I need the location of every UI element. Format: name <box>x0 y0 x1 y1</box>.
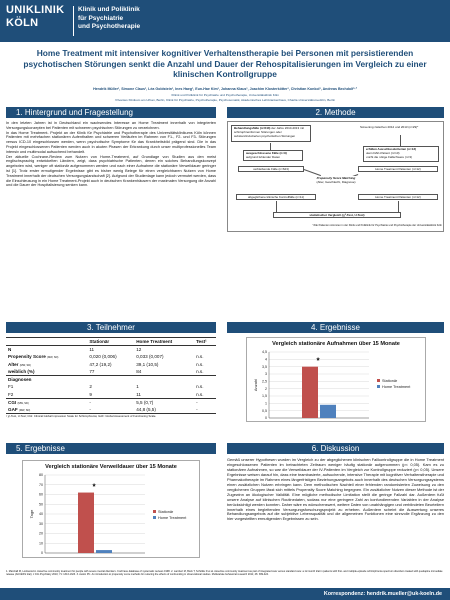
y-tick-label: 4 <box>265 357 267 362</box>
logo-divider <box>73 6 74 36</box>
y-tick-label: 2 <box>265 386 267 391</box>
arrow-to-psm-left <box>304 169 321 176</box>
table-cell: 2 <box>89 384 92 390</box>
header-banner <box>0 0 450 42</box>
stat-compare-box <box>273 212 401 218</box>
legend-swatch <box>377 379 380 382</box>
legend-label: Home Treatment <box>158 516 187 520</box>
table-cell: n.s. <box>196 384 204 390</box>
table-cell: - <box>194 406 216 414</box>
y-tick-label: 40 <box>39 512 43 517</box>
length-of-stay-chart <box>22 460 200 558</box>
y-tick-label: 3 <box>265 372 267 377</box>
table-cell <box>6 360 87 368</box>
table-cell: 9 <box>87 391 134 399</box>
table-cell: F1 <box>8 384 14 390</box>
row-unit: (MW, SD) <box>19 363 31 367</box>
section-discussion-heading: 6. Diskussion <box>227 443 444 454</box>
criteria-title: erfüllen Ausschlusskriterien (n=13) <box>366 147 416 151</box>
psm-label <box>301 176 371 185</box>
table-cell: - <box>87 406 134 414</box>
table-row <box>6 345 216 353</box>
table-cell <box>6 398 87 406</box>
excluded-reason: aufgrund fehlender Daten <box>246 154 281 159</box>
table-cell: 0,033 (0,007) <box>136 353 164 359</box>
legend-swatch <box>377 385 380 388</box>
control-cases-box: abgeglichene klinische Kontrollfälle (n=11) <box>236 194 316 200</box>
y-tick-label: 3,5 <box>262 364 267 369</box>
bar-stationär <box>78 493 94 553</box>
y-tick-label: 0 <box>41 551 43 556</box>
affiliation-1: ¹Klinik und Poliklinik für Psychiatrie und Psychotherapie, Universitätsklinik Köln <box>171 93 279 97</box>
section-background-heading: 1. Hintergrund und Fragestellung <box>6 107 216 118</box>
table-cell <box>194 345 216 353</box>
y-tick-label: 0 <box>265 416 267 421</box>
table-cell: n.s. <box>194 391 216 399</box>
y-tick-label: 2,5 <box>262 379 267 384</box>
table-cell <box>134 375 194 383</box>
affiliation-2: ²Vivantes Klinikum am Urban, Berlin, Klinik für Psychiatrie, Psychotherapie, Psychosomatik, Akademisches Lehrkrankenhaus, Charité-Universitätsmedizin, Berlin <box>114 97 336 102</box>
criteria-a: •kein DAK-Patient (n=10) <box>366 150 400 155</box>
criteria-box <box>363 146 439 162</box>
table-cell: Diagnosen <box>8 377 32 383</box>
table-header-row <box>6 338 216 346</box>
y-tick-label: 0,5 <box>262 408 267 413</box>
criteria-b: •nicht die nötige Fallschwere (n=3) <box>366 154 412 159</box>
background-paragraph-2: In das Home Treatment- Projekt an der Klinik für Psychiatrie und Psychotherapie des Universitätsklinikums Köln können Patienten mit mehrfachen stationären Aufenthalten und schweren Verläufen im Rahmen von F1-, F2- und F3- Störungen versus ICD-10 eingeschlossen werden, wenn psychotische Symptome für das Krankheitsbild prägend sind. Die in das Projekt eingeschlossenen Patienten werden auch in akuten Phasen der Erkrankung durch unser multiprofessionelles Team intensiv und multimodal aufsuchend behandelt. <box>6 130 216 154</box>
background-paragraph-1: In den letzten Jahren ist in Deutschland ein wachsendes Interesse an Home Treatment innerhalb von integrierten Versorgungskonzepten bei Patienten mit schweren psychischen Störungen zu verzeichnen. <box>6 121 216 130</box>
y-tick-label: 10 <box>39 541 43 546</box>
uniklinik-logo <box>6 4 70 38</box>
table-cell: weiblich (%) <box>6 368 87 376</box>
table-cell: 12 <box>136 346 142 352</box>
table-cell: F2 <box>6 391 87 399</box>
poster-title: Home Treatment mit intensiver kognitiver Verhaltenstherapie bei Personen mit persistierenden psychotischen Störungen senkt die Anzahl und Dauer der Rehospitalisierungen im Vergleich zu einer klinischen Kontrollgruppe <box>23 48 427 79</box>
methods-flowchart <box>227 121 444 232</box>
footer-contact: Korrespondenz: hendrik.mueller@uk-koeln.de <box>0 588 450 600</box>
table-cell: 47,2 (19,2) <box>89 361 112 367</box>
table-cell: 84 <box>134 368 194 376</box>
clinic-line3: und Psychotherapie <box>78 23 141 30</box>
table-row <box>6 383 216 391</box>
chart-title: Vergleich stationäre Verweildauer über 15 Monate <box>45 464 177 470</box>
section-methods-heading: 2. Methode <box>227 107 444 118</box>
significance-marker: * <box>92 482 96 492</box>
table-header-cell <box>6 338 87 346</box>
table-header-cell: Home Treatment <box>134 338 194 346</box>
participants-table-wrap <box>6 337 216 419</box>
cases-box-rest: der Jahre 2010-2013 mit schizophreniformen Störungen oder substanzinduzierten psychotischen Störungen <box>234 126 304 138</box>
logo-text-line2: KÖLN <box>6 17 39 29</box>
clinic-name <box>78 6 188 32</box>
admissions-chart <box>246 337 426 422</box>
y-axis-label: Anzahl <box>253 378 258 392</box>
length-of-stay-chart-svg <box>23 461 201 559</box>
background-paragraph-3: Der aktuelle Cochrane-Review zum Nutzen von Home-Treatment, auf Grundlage von Studien aus den meist englischsprachig entwickelten Ländern, zeigt, dass psychiatrische Patienten, denen ein solches Behandlungskonzept angeboten wird, weniger oft stationär aufgenommen werden und nach einer Aufnahme die stationäre Verweildauer geringer ist [1]. Trotz erster ermutigender Ergebnisse gibt es bisher wenig Belege für einen vergleichbaren Nutzen von Home Treatment innerhalb der deutschen Versorgungslandschaft [2]. Aufgrund der Studienlage kann jedoch vermutet werden, dass die Einschleusung in ein Home Treatment-Projekt auch in deutschen Krankenhäusern der maximalen Versorgung die Anzahl und die Dauer der Hospitalisierung senken kann. <box>6 154 216 188</box>
table-cell: 44,8 (5,5) <box>134 406 194 414</box>
table-cell: 1 <box>136 384 139 390</box>
y-tick-label: 70 <box>39 482 43 487</box>
table-row <box>6 406 216 414</box>
table-cell: n.s. <box>194 368 216 376</box>
table-cell <box>6 353 87 361</box>
table-cell: 5,5 (0,7) <box>136 399 154 405</box>
legend-swatch <box>153 510 156 513</box>
table-row <box>6 398 216 406</box>
table-cell: 0,020 (0,006) <box>89 353 117 359</box>
row-unit: (MW, SD) <box>18 408 31 412</box>
table-cell <box>194 375 216 383</box>
y-tick-label: 60 <box>39 492 43 497</box>
table-footnote: ¹ χ²-Test, U-Test; CGI: Clinical Global Impression Scale for Schizophrenia; GAF: Global Assessment of Functioning Scale. <box>6 413 157 418</box>
legend-swatch <box>153 516 156 519</box>
table-header-cell: Test¹ <box>194 338 216 346</box>
cases-box-bold: Behandlungsfälle (n=644) <box>234 126 271 130</box>
table-cell <box>6 406 87 414</box>
table-cell: - <box>89 399 91 405</box>
discussion-text: Gemäß unserer Hypothesen wurden im Vergleich zu der abgeglichenen klinischen Fallkontrollgruppe die in Home Treatment eingeschlossenen Patienten im betrachteten Zeitraum weniger häufig stationär aufgenommen (p< 0,05). Kam es zu stationären Aufnahmen, so war die Verweildauer der IV-Patienten im Vergleich zur Kontrollgruppe reduziert (p< 0,05). Unsere Ergebnisse weisen darauf hin, dass eine teambasierte, aufsuchende, intensive Therapie mit kognitiver Verhaltenstherapie und Pharmakotherapie im Rahmen eines längerfristigen Beziehungsangebots auch innerhalb des deutschen Versorgungssystems einen zusätzlichen Nutzen erbringen kann. Dem methodischen Nachteil einer fehlenden randomisierten Zuweisung zu den verglichenen Gruppen lässt sich mittels Propensity Score Matching begegnen. Ein zusätzlicher Nutzen dieser Methode ist der Zugewinn an ökologischer Validität. Eine mögliche methodische Limitation stellt die geringe Fallzahl dar. Außerdem fußt unsere Analyse auf klinischen Routinedaten, sodass nur eine geringere Zahl an konfundierenden Variablen in der Analyse berücksichtigt werden konnten. Daher wäre es wünschenswert, weitere Daten von unabhängigen und verblindeten Beurteilern innerhalb eines begleitenden Versorgungsforschungsprojekt zu erheben. Außerdem scheint die Auswertung unseres Behandlungsangebots auf die subjektive Lebensqualität und die allgemeinen Funktionen eine sinnvolle Ergänzung zu den hier vorgestellten ermutigenden Ergebnissen zu sein. <box>227 457 444 522</box>
legend-label: Stationär <box>382 379 398 383</box>
section-results-heading-2: 5. Ergebnisse <box>6 443 216 454</box>
clinic-line2: für Psychiatrie <box>78 14 124 22</box>
table-row <box>6 391 216 399</box>
logo-text-line1: UNIKLINIK <box>6 4 65 16</box>
y-tick-label: 50 <box>39 502 43 507</box>
author-list: Hendrik Müller¹, Simone Claus¹, Léa Goldstein¹, Ines Haeg¹, Eun-Hae Kim¹, Johanna Klaus¹, Joachim Klosterkötter¹, Christian Konkol¹, Andreas Bechdolf¹·² <box>93 87 357 91</box>
legend-label: Home Treatment <box>382 385 411 389</box>
table-row <box>6 360 216 368</box>
row-label: GAF <box>8 406 18 412</box>
stat-compare-label: statistischer Vergleich (χ²-Test, U-Test) <box>309 213 365 217</box>
cases-box <box>231 125 311 142</box>
y-axis-label: Tage <box>29 509 34 519</box>
psm-title: Propensity Score Matching <box>316 176 356 180</box>
table-cell: n.s. <box>196 353 204 359</box>
methods-footnote: *Alle Patienten stimmten in der Klinik und Poliklinik für Psychiatrie und Psychotherapie der Universitätsklinik Köln <box>312 224 442 227</box>
section-participants-heading: 3. Teilnehmer <box>6 322 216 333</box>
row-label: Propensity Score <box>8 353 46 359</box>
table-cell: N <box>8 346 12 352</box>
table-cell: 77 <box>87 368 134 376</box>
y-tick-label: 80 <box>39 473 43 478</box>
excluded-title: ausgeschlossene Fälle (n=9) <box>246 151 287 155</box>
chart-title: Vergleich stationäre Aufnahmen über 15 Monate <box>272 341 400 347</box>
home-patients-box: Home Treatment Patienten (n=12) <box>358 166 438 172</box>
table-header-cell: Stationär <box>87 338 134 346</box>
bar-home-treatment <box>320 405 336 418</box>
table-cell: - <box>196 399 198 405</box>
home-patients-box-2: Home Treatment Patienten (n=12) <box>358 194 438 200</box>
participants-table <box>6 337 216 414</box>
remaining-cases-box: verbleibende Fälle (n=623) <box>238 166 304 172</box>
screening-text: Screening zwischen 2012 und 2013 (n=29)* <box>358 125 442 134</box>
table-row <box>6 368 216 376</box>
admissions-chart-svg <box>247 338 427 423</box>
references: 1. Marshall M, Lockwood A. Assertive community treatment for people with severe mental disorders. Cochrane database of systematic reviews 1998. 2. Lambert M, Bock T, Schöttle D et al. Assertive community treatment as part of integrated care versus standard care: a 12-month trial in patients with first- and multiple-episode schizophrenia spectrum disorders treated with quetiapine immediate release (ACCESS trial). J Clin Psychiatry 2010; 71: 1313-1323. 3. Austin PC. An introduction to propensity score methods for reducing the effects of confounding in observational studies. Multivariate behavioral research 2011; 46: 399-424. <box>6 570 443 577</box>
background-text <box>6 121 216 188</box>
y-tick-label: 1,5 <box>262 394 267 399</box>
bar-home-treatment <box>96 550 112 553</box>
affiliations <box>8 93 442 102</box>
row-label: CGI <box>8 399 17 405</box>
row-unit: (MW, SD) <box>47 355 59 359</box>
section-results-heading-1: 4. Ergebnisse <box>227 322 444 333</box>
row-unit: (MW, SD) <box>17 401 29 405</box>
clinic-line1: Klinik und Poliklinik <box>78 6 140 13</box>
table-cell: 11 <box>134 391 194 399</box>
y-tick-label: 4,5 <box>262 350 267 355</box>
table-cell <box>87 375 134 383</box>
psm-subtitle: (Alter, Geschlecht, Diagnose) <box>316 179 356 184</box>
table-cell: 39,1 (10,5) <box>136 361 159 367</box>
y-tick-label: 20 <box>39 531 43 536</box>
row-label: Alter <box>8 361 19 367</box>
significance-marker: * <box>316 356 320 366</box>
table-row <box>6 353 216 361</box>
legend-label: Stationär <box>158 510 174 514</box>
y-tick-label: 30 <box>39 521 43 526</box>
y-tick-label: 1 <box>265 401 267 406</box>
bar-stationär <box>302 367 318 418</box>
table-cell: n.s. <box>196 361 204 367</box>
table-cell: 11 <box>89 346 95 352</box>
excluded-box <box>243 150 303 161</box>
table-row <box>6 375 216 383</box>
